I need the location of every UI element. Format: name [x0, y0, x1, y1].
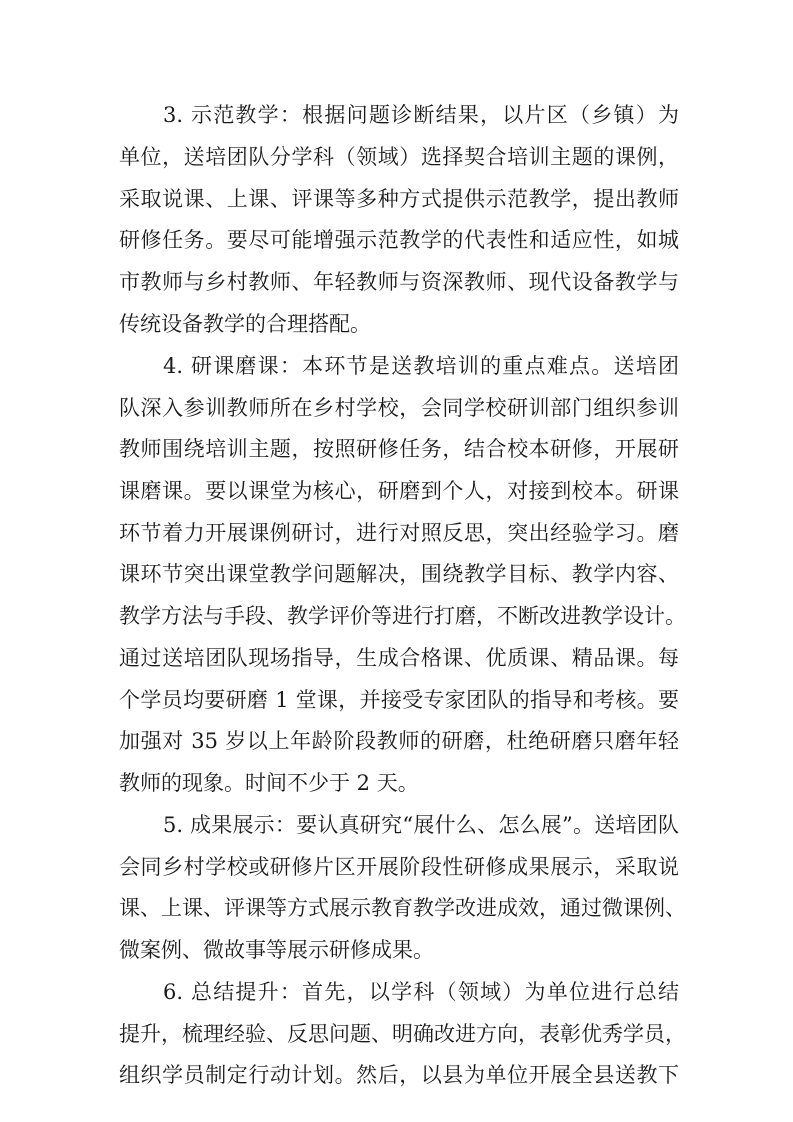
paragraph-3-line-3: 采取说课、上课、评课等多种方式提供示范教学，提出教师 [119, 187, 679, 211]
paragraph-6-line-2: 提升，梳理经验、反思问题、明确改进方向，表彰优秀学员， [119, 1022, 686, 1046]
paragraph-4-line-2: 队深入参训教师所在乡村学校，会同学校研训部门组织参训 [119, 396, 679, 420]
paragraph-3-line-6: 传统设备教学的合理搭配。 [119, 312, 371, 336]
paragraph-3-line-2: 单位，送培团队分学科（领域）选择契合培训主题的课例， [119, 145, 679, 169]
paragraph-4-line-8: 通过送培团队现场指导，生成合格课、优质课、精品课。每 [119, 646, 679, 670]
paragraph-5-line-4: 微案例、微故事等展示研修成果。 [119, 938, 434, 962]
paragraph-4-line-4: 课磨课。要以课堂为核心，研磨到个人，对接到校本。研课 [119, 479, 679, 503]
paragraph-4-line-5: 环节着力开展课例研讨，进行对照反思，突出经验学习。磨 [119, 521, 679, 545]
paragraph-4-line-6: 课环节突出课堂教学问题解决，围绕教学目标、教学内容、 [119, 562, 679, 586]
paragraph-4-line-11: 教师的现象。时间不少于 2 天。 [119, 771, 419, 795]
paragraph-3-line-1: 3. 示范教学：根据问题诊断结果，以片区（乡镇）为 [163, 103, 679, 127]
paragraph-4-line-1: 4. 研课磨课：本环节是送教培训的重点难点。送培团 [163, 354, 679, 378]
paragraph-4-line-9: 个学员均要研磨 1 堂课，并接受专家团队的指导和考核。要 [119, 688, 679, 712]
paragraph-4-line-10: 加强对 35 岁以上年龄阶段教师的研磨，杜绝研磨只磨年轻 [119, 729, 679, 753]
paragraph-5-line-2: 会同乡村学校或研修片区开展阶段性研修成果展示，采取说 [119, 855, 679, 879]
paragraph-5-line-3: 课、上课、评课等方式展示教育教学改进成效，通过微课例、 [119, 896, 686, 920]
paragraph-6-line-3: 组织学员制定行动计划。然后，以县为单位开展全县送教下 [119, 1063, 679, 1087]
paragraph-4-line-7: 教学方法与手段、教学评价等进行打磨，不断改进教学设计。 [119, 604, 686, 628]
paragraph-6-line-1: 6. 总结提升：首先，以学科（领域）为单位进行总结 [163, 980, 679, 1004]
paragraph-3-line-4: 研修任务。要尽可能增强示范教学的代表性和适应性，如城 [119, 228, 679, 252]
paragraph-3-line-5: 市教师与乡村教师、年轻教师与资深教师、现代设备教学与 [119, 270, 679, 294]
paragraph-5-line-1: 5. 成果展示：要认真研究“展什么、怎么展”。送培团队 [163, 813, 679, 837]
paragraph-4-line-3: 教师围绕培训主题，按照研修任务，结合校本研修，开展研 [119, 437, 679, 461]
